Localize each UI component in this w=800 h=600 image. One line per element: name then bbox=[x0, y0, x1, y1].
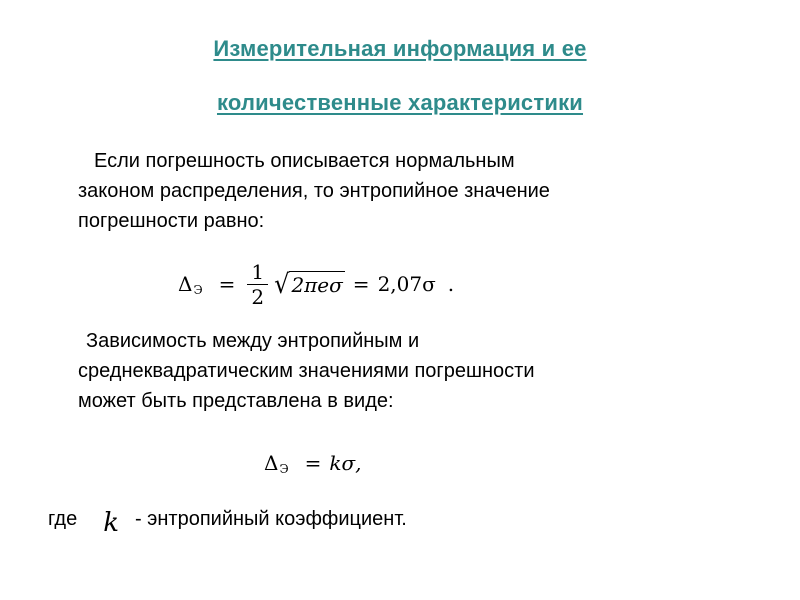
k-variable: k bbox=[103, 508, 119, 538]
k-sigma-expression: kσ, bbox=[329, 451, 362, 475]
fraction-denominator: 2 bbox=[251, 284, 265, 309]
definition-text: - энтропийный коэффициент. bbox=[134, 508, 407, 530]
delta-subscript: Э bbox=[193, 283, 203, 297]
radicand: 2πeσ bbox=[291, 273, 343, 297]
paragraph-normal-distribution bbox=[78, 146, 550, 236]
paragraph-1-line-3: погрешности равно: bbox=[78, 210, 265, 232]
entropy-error-formula bbox=[178, 256, 454, 312]
fraction-one-half bbox=[247, 260, 268, 309]
equals-sign-3: = bbox=[304, 451, 322, 475]
square-root bbox=[274, 268, 345, 300]
title-line-2: количественные характеристики bbox=[216, 90, 584, 115]
delta-subscript-2: Э bbox=[279, 462, 289, 476]
radical-sign-icon: √ bbox=[274, 268, 290, 300]
equals-sign-1: = bbox=[218, 272, 236, 296]
delta-symbol: Δ bbox=[178, 272, 193, 296]
formula-period: . bbox=[447, 272, 455, 296]
entropy-coefficient-formula bbox=[264, 448, 362, 478]
paragraph-2-line-3: может быть представлена в виде: bbox=[78, 390, 394, 412]
paragraph-2-line-2: среднеквадратическим значениями погрешности bbox=[78, 360, 535, 382]
paragraph-2-line-1: Зависимость между энтропийным и bbox=[86, 330, 420, 352]
title-line-1: Измерительная информация и ее bbox=[213, 36, 587, 61]
definition-prefix: где bbox=[48, 508, 78, 530]
formula-result: 2,07σ bbox=[377, 272, 436, 296]
paragraph-1-line-1: Если погрешность описывается нормальным bbox=[94, 150, 515, 172]
equals-sign-2: = bbox=[352, 272, 370, 296]
paragraph-entropy-relation bbox=[78, 326, 535, 416]
fraction-numerator: 1 bbox=[247, 260, 268, 285]
paragraph-1-line-2: законом распределения, то энтропийное значение bbox=[78, 180, 550, 202]
coefficient-definition bbox=[48, 502, 407, 538]
delta-symbol-2: Δ bbox=[264, 451, 279, 475]
